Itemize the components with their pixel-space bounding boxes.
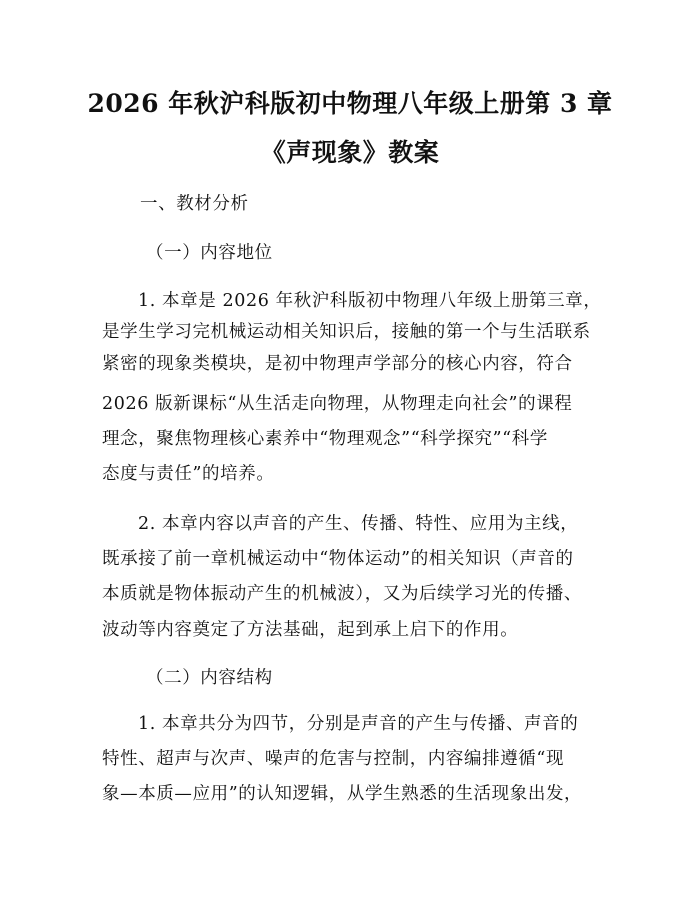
document-title-line-1: 2026 年秋沪科版初中物理八年级上册第 3 章 — [87, 89, 613, 118]
subsection-heading-content-position: （一）内容地位 — [146, 243, 273, 263]
paragraph-1-line: 紧密的现象类模块，是初中物理声学部分的核心内容，符合 — [102, 354, 573, 374]
paragraph-1-line: 态度与责任”的培养。 — [102, 464, 275, 484]
paragraph-1-line: 1. 本章是 2026 年秋沪科版初中物理八年级上册第三章， — [138, 291, 602, 311]
paragraph-2-line: 2. 本章内容以声音的产生、传播、特性、应用为主线， — [138, 514, 579, 534]
paragraph-1-line: 是学生学习完机械运动相关知识后，接触的第一个与生活联系 — [102, 322, 591, 342]
document-title-line-2: 《声现象》教案 — [260, 138, 440, 167]
paragraph-2-line: 本质就是物体振动产生的机械波），又为后续学习光的传播、 — [102, 584, 582, 604]
paragraph-1-line: 2026 版新课标“从生活走向物理，从物理走向社会”的课程 — [102, 394, 573, 414]
paragraph-1-line: 理念，聚焦物理核心素养中“物理观念”“科学探究”“科学 — [102, 429, 548, 449]
section-heading-textbook-analysis: 一、教材分析 — [140, 194, 249, 214]
paragraph-2-line: 波动等内容奠定了方法基础，起到承上启下的作用。 — [102, 620, 519, 640]
paragraph-2-line: 既承接了前一章机械运动中“物体运动”的相关知识（声音的 — [102, 549, 574, 569]
subsection-heading-content-structure: （二）内容结构 — [146, 668, 273, 688]
paragraph-3-line: 特性、超声与次声、噪声的危害与控制，内容编排遵循“现 — [102, 749, 565, 769]
paragraph-3-line: 1. 本章共分为四节，分别是声音的产生与传播、声音的 — [138, 714, 579, 734]
paragraph-3-line: 象—本质—应用”的认知逻辑，从学生熟悉的生活现象出发， — [102, 784, 583, 804]
